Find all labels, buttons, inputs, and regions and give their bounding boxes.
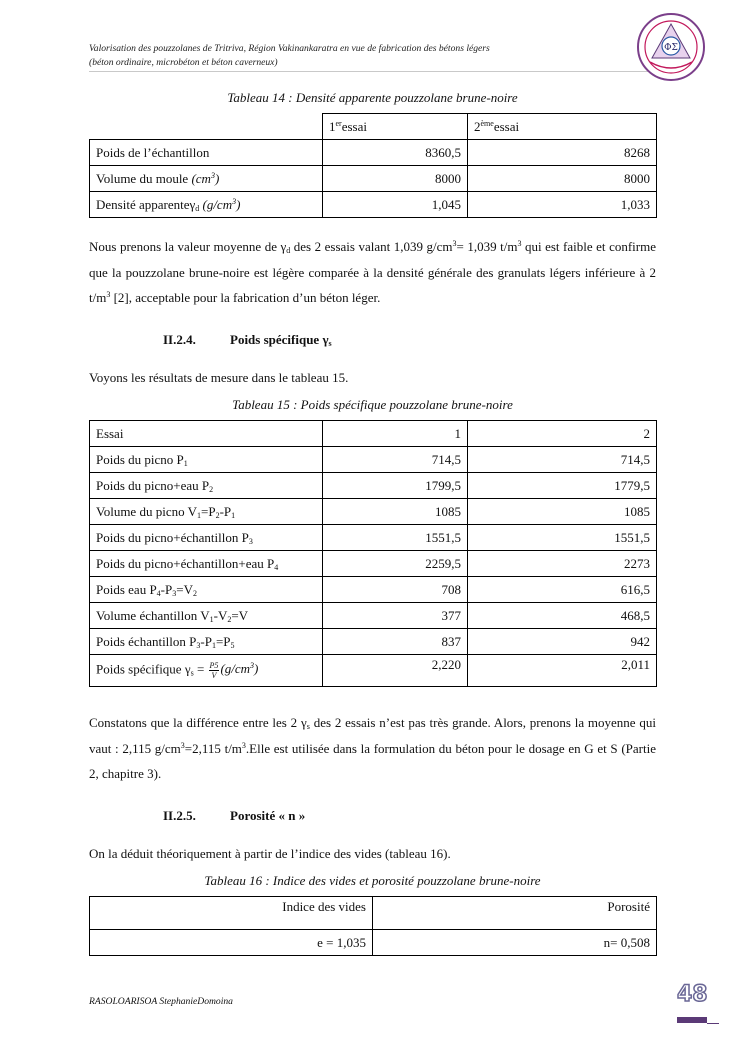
table14-caption: Tableau 14 : Densité apparente pouzzolane brune-noire <box>227 90 518 105</box>
row-value-2: 8268 <box>468 140 657 166</box>
page-number-line <box>707 1023 719 1024</box>
table-row <box>90 192 657 218</box>
header-line-1: Valorisation des pouzzolanes de Tritriva, Région Vakinankaratra en vue de fabrication des bétons légers <box>89 43 490 54</box>
paragraph-specific-weight: Constatons que la différence entre les 2 $\gamma_s$ des 2 essais n’est pas très grande. Alors, prenons la moyenne qui vaut : 2,115 $g/cm^3=2,115$ $t/m^3.Elle$ est utilisée dans la formulation du béton pour le dosage en G et S (Partie 2, chapitre 3). <box>89 715 657 781</box>
table-row <box>90 525 657 551</box>
row-value-1: 708 <box>323 577 468 603</box>
row-value-2: 2273 <box>468 551 657 577</box>
row-value-1: 1799,5 <box>323 473 468 499</box>
page-number-bar <box>677 1017 707 1023</box>
table-row <box>90 930 657 956</box>
row-value-1: 8000 <box>323 166 468 192</box>
row-label: Volume du picno $V_1=P_2-P_1$ <box>90 499 323 525</box>
row-value-2: 616,5 <box>468 577 657 603</box>
table-row <box>90 166 657 192</box>
paragraph-density: Nous prenons la valeur moyenne de $\gamma_d$ des 2 essais valant 1,039 $g/cm^3= 1,039$ $t/m^3$ qui est faible et confirme que la pouzzolane brune-noire est légère comparée à la densité générale des granulats légers inférieure à 2 $t/m^3$ [2], acceptable pour la fabrication d’un béton léger. <box>89 239 656 305</box>
row-label: Poids eau $P_4-P_3=V_2$ <box>90 577 323 603</box>
paragraph-intro-table16: On la déduit théoriquement à partir de l’indice des vides (tableau 16). <box>89 846 451 861</box>
table15-caption: Tableau 15 : Poids spécifique pouzzolane brune-noire <box>232 397 513 412</box>
table-row <box>90 551 657 577</box>
row-label: Poids du picno+échantillon+eau $P_4$ <box>90 551 323 577</box>
paragraph-intro-table15: Voyons les résultats de mesure dans le tableau 15. <box>89 370 349 385</box>
row-label: Volume échantillon $V_1-V_2=V$ <box>90 603 323 629</box>
row-label: Poids échantillon $P_3-P_1=P_5$ <box>90 629 323 655</box>
row-value-1: 1085 <box>323 499 468 525</box>
row-value-1: 377 <box>323 603 468 629</box>
row-label: Poids du picno+eau $P_2$ <box>90 473 323 499</box>
table-row <box>90 473 657 499</box>
row-value-porosity: n= 0,508 <box>373 930 657 956</box>
page-number: 48 <box>677 982 708 1007</box>
table-row <box>90 629 657 655</box>
row-value-1: 8360,5 <box>323 140 468 166</box>
row-value-1: 2259,5 <box>323 551 468 577</box>
row-value-void-index: e = 1,035 <box>90 930 373 956</box>
row-value-1: 2,220 <box>323 655 468 687</box>
table15-header-row <box>90 421 657 447</box>
table16 <box>89 896 657 956</box>
row-value-2: 1779,5 <box>468 473 657 499</box>
section-heading-2-2-4: II.2.4. Poids spécifique $\gamma_s$ <box>163 332 332 348</box>
footer-author: RASOLOARISOA StephanieDomoina <box>89 996 233 1007</box>
table14-col1-header: 1eressai <box>323 114 468 140</box>
row-value-2: 8000 <box>468 166 657 192</box>
row-label: Densité apparenteγ$_d$ $(g/cm^3)$ <box>90 192 323 218</box>
table14-col2-header: 2èmeessai <box>468 114 657 140</box>
running-header <box>89 42 629 70</box>
row-value-1: 1551,5 <box>323 525 468 551</box>
row-label: Poids spécifique $\gamma_s$ = $\frac{P5}{V}$ $(g/cm^3)$ <box>90 655 323 687</box>
row-label: Poids de l’échantillon <box>90 140 323 166</box>
header-divider <box>89 71 656 72</box>
row-value-2: 1,033 <box>468 192 657 218</box>
header-line-2: (béton ordinaire, microbéton et béton caverneux) <box>89 57 278 68</box>
table-row <box>90 577 657 603</box>
table16-caption: Tableau 16 : Indice des vides et porosité pouzzolane brune-noire <box>204 873 541 888</box>
col-header-void-index: Indice des vides <box>90 897 373 930</box>
row-value-1: 1,045 <box>323 192 468 218</box>
row-value-2: 1085 <box>468 499 657 525</box>
row-value-2: 468,5 <box>468 603 657 629</box>
table-row <box>90 603 657 629</box>
table14-empty-cell <box>90 114 323 140</box>
logo-symbol: ΦΣ <box>664 43 678 53</box>
formula-fraction: $\frac{P5}{V}$ <box>209 661 219 680</box>
row-value-2: 1551,5 <box>468 525 657 551</box>
table-row <box>90 140 657 166</box>
row-label: Poids du picno+échantillon $P_3$ <box>90 525 323 551</box>
row-value-2: 942 <box>468 629 657 655</box>
table14 <box>89 113 657 218</box>
row-value-2: 2,011 <box>468 655 657 687</box>
row-label: Essai <box>90 421 323 447</box>
table16-header-row <box>90 897 657 930</box>
table-row <box>90 447 657 473</box>
table-row <box>90 655 657 687</box>
col-header-1: 1 <box>323 421 468 447</box>
row-value-2: 714,5 <box>468 447 657 473</box>
table14-header-row <box>90 114 657 140</box>
table-row <box>90 499 657 525</box>
row-label: Volume du moule $(cm^3)$ <box>90 166 323 192</box>
table15 <box>89 420 657 687</box>
row-label: Poids du picno $P_1$ <box>90 447 323 473</box>
row-value-1: 714,5 <box>323 447 468 473</box>
col-header-porosity: Porosité <box>373 897 657 930</box>
row-value-1: 837 <box>323 629 468 655</box>
col-header-2: 2 <box>468 421 657 447</box>
faculty-logo <box>636 12 706 82</box>
section-heading-2-2-5: II.2.5. Porosité « n » <box>163 808 306 823</box>
